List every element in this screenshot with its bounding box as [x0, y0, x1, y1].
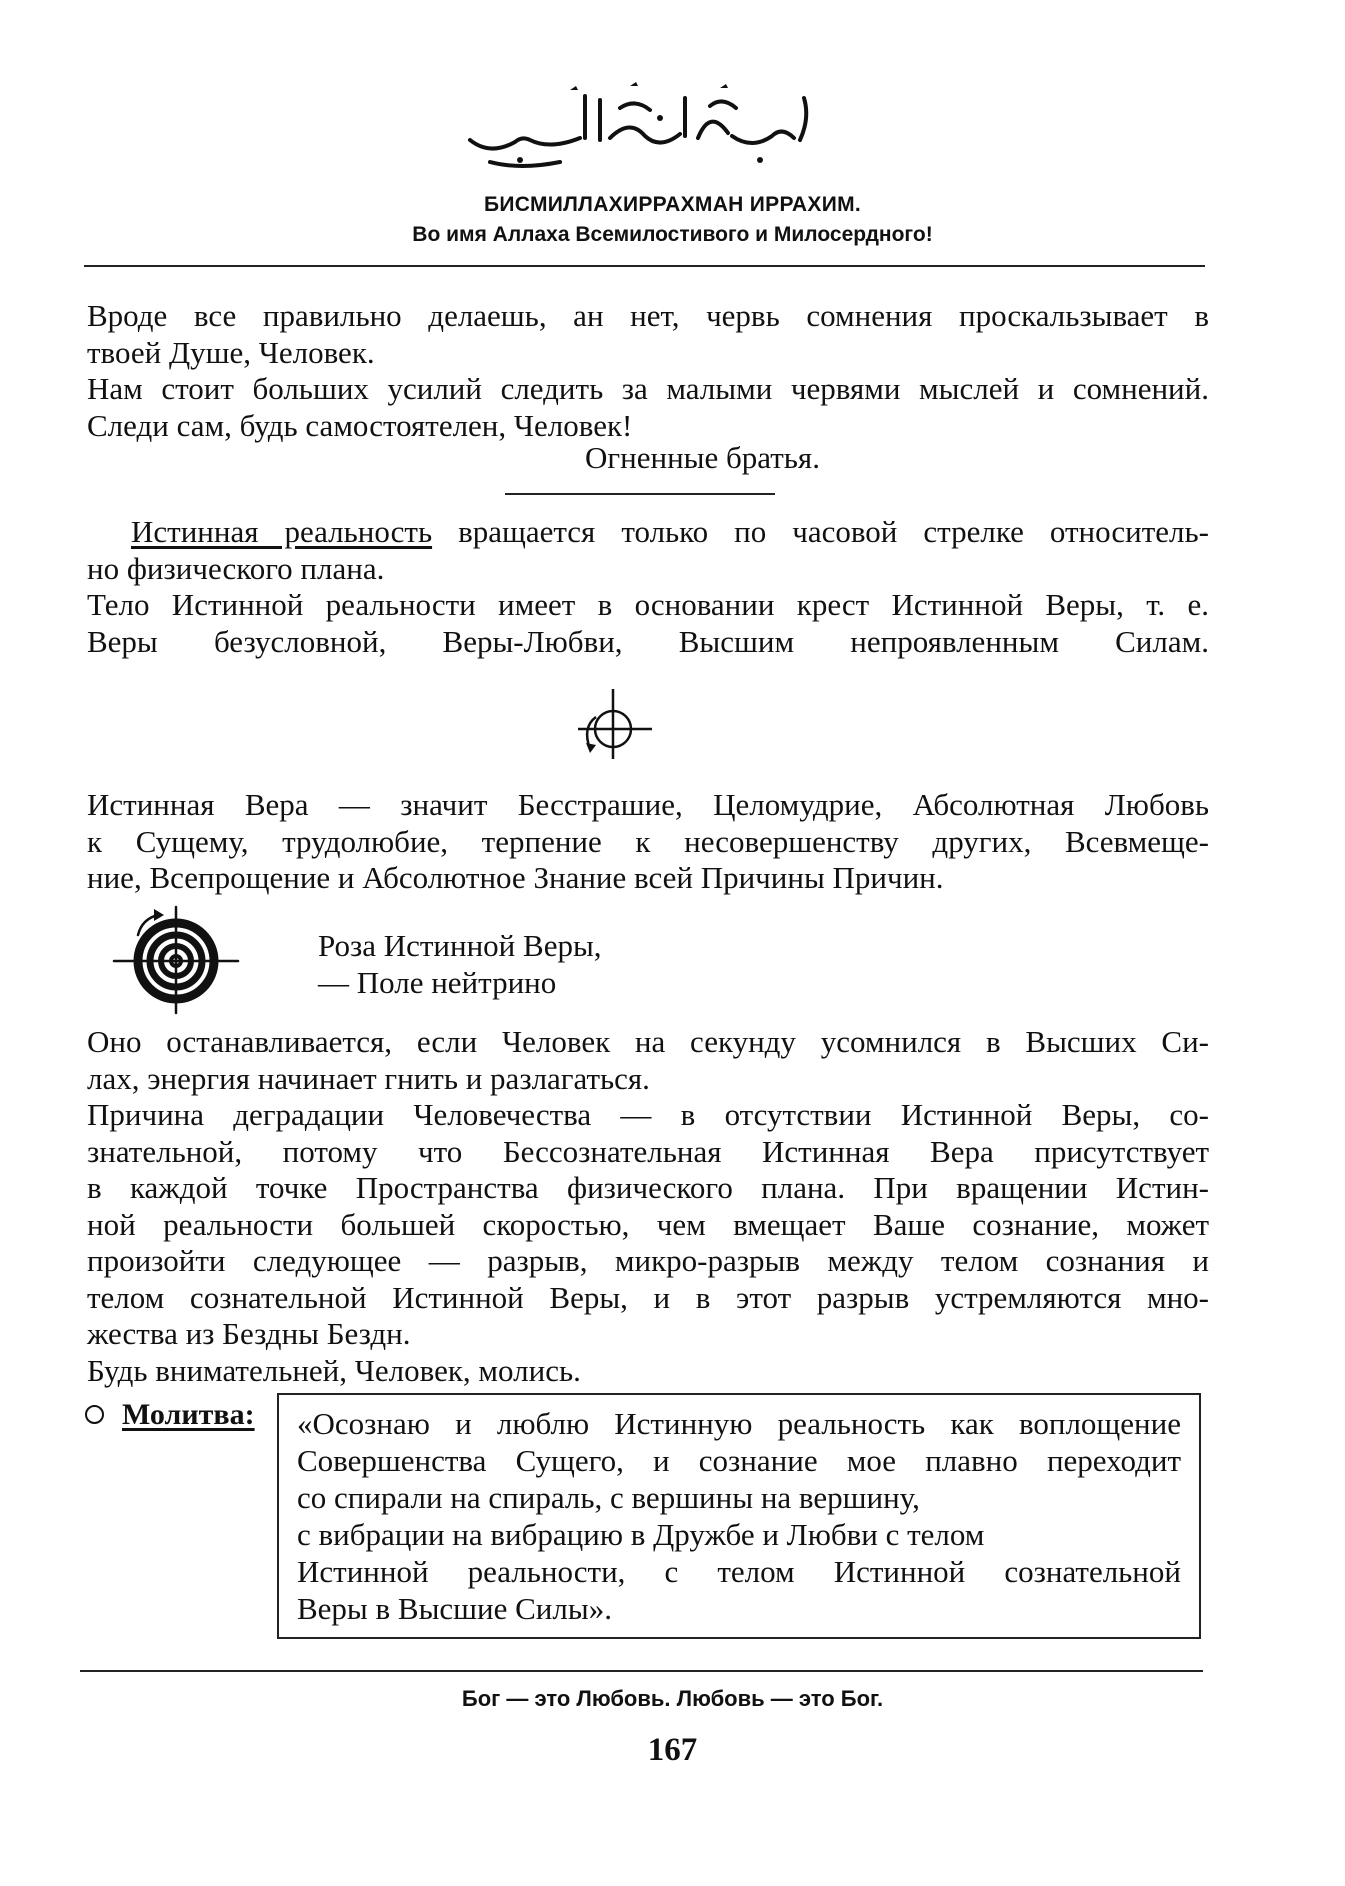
prayer-label [85, 1398, 255, 1432]
bullet-circle-icon [85, 1405, 104, 1424]
section-divider [505, 493, 775, 495]
rose-caption-line: — Поле нейтрино [318, 965, 557, 1000]
paragraph-line: ние, Всепрощение и Абсолютное Знание всей Причины Причин. [87, 860, 944, 895]
intro-line: твоей Душе, Человек. [87, 334, 375, 370]
footer-motto: Бог — это Любовь. Любовь — это Бог. [461, 1686, 884, 1711]
rose-caption [318, 927, 602, 1001]
page-number: 167 [647, 1732, 698, 1768]
prayer-line: с вибрации на вибрацию в Дружбе и Любви с телом [297, 1517, 985, 1552]
paragraph-line: Тело Истинной реальности имеет в основании крест Истинной Веры, т. е. [87, 587, 1209, 622]
rose-caption-line: Роза Истинной Веры, [318, 928, 602, 963]
true-faith-paragraph [87, 787, 1209, 897]
paragraph-line: произойти следующее — разрыв, микро-разрыв между телом сознания и [87, 1243, 1209, 1278]
true-reality-paragraph [87, 514, 1209, 660]
true-reality-term: Истинная реальность [131, 514, 433, 549]
paragraph-line: Истинная Вера — значит Бесстрашие, Целомудрие, Абсолютная Любовь [87, 787, 1209, 822]
intro-line: Вроде все правильно делаешь, ан нет, червь сомнения проскальзывает в [87, 298, 1209, 333]
prayer-line: Веры в Высшие Силы». [297, 1591, 612, 1626]
prayer-line: со спирали на спираль, с вершины на вершину, [297, 1480, 920, 1515]
prayer-line: Истинной реальности, с телом Истинной сознательной [297, 1554, 1181, 1589]
paragraph-line: в каждой точке Пространства физического плана. При вращении Истин- [87, 1170, 1209, 1205]
rose-of-faith-spiral-icon [112, 905, 240, 1015]
paragraph-line: Будь внимательней, Человек, молись. [87, 1352, 581, 1388]
paragraph-line: лах, энергия начинает гнить и разлагаться. [87, 1060, 650, 1096]
signature: Огненные братья. [585, 440, 820, 475]
intro-line: Следи сам, будь самостоятелен, Человек! [87, 407, 633, 443]
paragraph-line: Веры безусловной, Веры-Любви, Высшим непроявленным Силам. [87, 623, 1209, 659]
prayer-box [277, 1393, 1201, 1639]
paragraph-line: ной реальности большей скоростью, чем вмещает Ваше сознание, может [87, 1206, 1209, 1242]
paragraph-line: но физического плана. [87, 550, 385, 586]
header-divider [84, 265, 1205, 267]
prayer-label-text: Молитва: [122, 1398, 255, 1431]
intro-paragraph [87, 298, 1209, 444]
rotating-cross-symbol-icon [568, 687, 658, 767]
paragraph-line: телом сознательной Истинной Веры, и в этот разрыв устремляются мно- [87, 1279, 1209, 1315]
bismillah-calligraphy-image [460, 78, 820, 178]
paragraph-line: Оно останавливается, если Человек на секунду усомнился в Высших Си- [87, 1024, 1209, 1059]
paragraph-line [87, 514, 1209, 551]
header-subtitle: Во имя Аллаха Всемилостивого и Милосердного! [412, 223, 933, 246]
paragraph-line-rest: вращается только по часовой стрелке относитель- [432, 514, 1209, 549]
prayer-line: Совершенства Сущего, и сознание мое плавно переходит [297, 1443, 1181, 1478]
intro-line: Нам стоит больших усилий следить за малыми червями мыслей и сомнений. [87, 371, 1209, 406]
footer-divider [80, 1670, 1203, 1672]
paragraph-line: жества из Бездны Бездн. [87, 1316, 411, 1351]
paragraph-line: к Сущему, трудолюбие, терпение к несовершенству других, Всевмеще- [87, 823, 1209, 859]
header-title: БИСМИЛЛАХИРРАХМАН ИРРАХИМ. [483, 193, 862, 216]
paragraph-line: Причина деградации Человечества — в отсутствии Истинной Веры, со- [87, 1097, 1209, 1132]
paragraph-line: знательной, потому что Бессознательная Истинная Вера присутствует [87, 1133, 1209, 1169]
degradation-paragraph [87, 1024, 1209, 1389]
prayer-line: «Осознаю и люблю Истинную реальность как воплощение [297, 1406, 1181, 1441]
